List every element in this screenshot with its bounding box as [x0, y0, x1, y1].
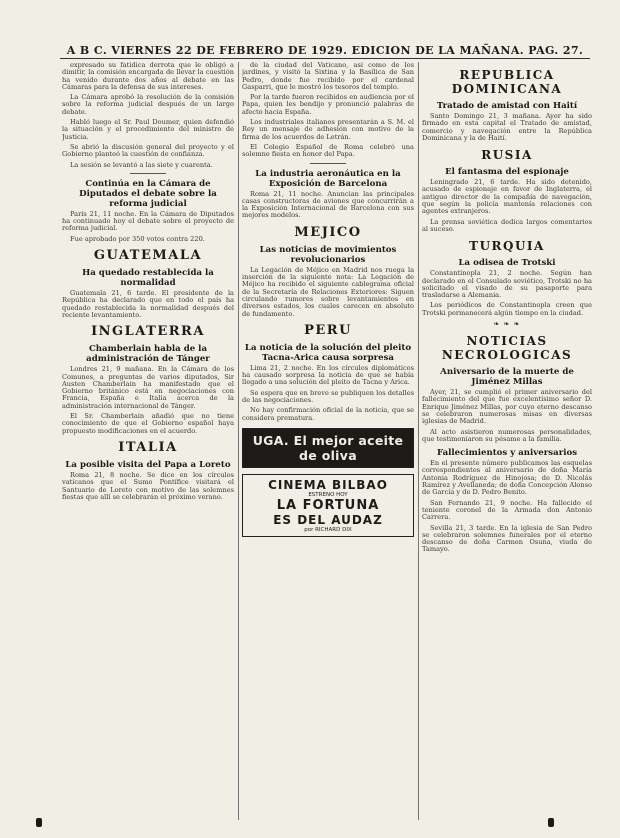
article-paragraph: Lima 21, 2 noche. En los círculos diplomáticos ha causado sorpresa la noticia de que se había llegado a una solución del pleito de Tacna y Arica.: [242, 363, 414, 387]
article-paragraph: Londres 21, 9 mañana. En la Cámara de los Comunes, a preguntas de varios diputados, Sir Austen Chamberlain ha manifestado que el Gobierno británico está en negociaciones con Francia, España e Italia acerca de la administración internacional de Tánger.: [62, 365, 234, 410]
column-rule-2: [418, 62, 419, 820]
headline-mejico: Las noticias de movimientos revolucionarios: [259, 244, 397, 265]
article-paragraph: El Sr. Chamberlain añadió que no tiene conocimiento de que el Gobierno español haya propuesto modificaciones en el acuerdo.: [62, 412, 234, 435]
advertisement-cinema: [242, 474, 414, 537]
article-paragraph: Leningrado 21, 6 tarde. Ha sido detenido, acusado de espionaje en favor de Inglaterra, el antiguo director de la compañía de navegación, que según la policía mantenía relaciones con agentes extranjeros.: [422, 178, 592, 216]
section-rusia: RUSIA: [481, 148, 533, 163]
headline-francia: Continúa en la Cámara de Diputados el debate sobre la reforma judicial: [79, 178, 217, 209]
headline-turquia: La odisea de Trotski: [458, 258, 556, 269]
cinema-name: CINEMA BILBAO: [268, 477, 388, 492]
article-paragraph: París 21, 11 noche. En la Cámara de Diputados ha continuado hoy el debate sobre el proyecto de reforma judicial.: [62, 209, 234, 233]
ornament-divider: ❧ ❧ ❧: [493, 320, 521, 329]
article-paragraph: Se espera que en breve se publiquen los detalles de las negociaciones.: [242, 388, 414, 405]
article-paragraph: La sesión se levantó a las siete y cuarenta.: [70, 160, 213, 169]
article-paragraph: El Colegio Español de Roma celebró una solemne fiesta en honor del Papa.: [242, 142, 414, 159]
section-peru: PERU: [304, 322, 352, 338]
article-paragraph: Roma 21, 11 noche. Anuncian las principales casas constructoras de aviones que concurrirán a la Exposición Internacional de Barcelona con sus mejores modelos.: [242, 189, 414, 220]
article-paragraph: Al acto asistieron numerosas personalidades, que testimoniaron su pésame a la familia.: [422, 427, 592, 443]
headline-necrologicas: Aniversario de la muerte de Jiménez Millas: [440, 367, 574, 388]
article-paragraph: La prensa soviética dedica largos comentarios al suceso.: [422, 217, 592, 233]
article-paragraph: Ayer, 21, se cumplió el primer aniversario del fallecimiento del que fue excelentísimo señor D. Enrique Jiménez Millas, por cuyo eterno descanso se celebraron numerosas misas en diversas iglesias de Madrid.: [422, 388, 592, 426]
headline-exposicion: La industria aeronáutica en la Exposición de Barcelona: [255, 168, 401, 189]
article-paragraph: Se abrió la discusión general del proyecto y el Gobierno planteó la cuestión de confianza.: [62, 142, 234, 159]
headline-italia: La posible visita del Papa a Loreto: [65, 459, 231, 470]
article-paragraph: Guatemala 21, 6 tarde. El presidente de la República ha declarado que en todo el país ha quedado restablecida la normalidad después del reciente levantamiento.: [62, 289, 234, 319]
article-paragraph: Constantinopla 21, 2 noche. Según han declarado en el Consulado soviético, Trotski no ha solicitado el visado de su pasaporte para trasladarse a Alemania.: [422, 269, 592, 300]
article-paragraph: No hay confirmación oficial de la noticia, que se considera prematura.: [242, 406, 414, 422]
section-inglaterra: INGLATERRA: [91, 324, 205, 340]
column-2: [242, 62, 414, 820]
section-mejico: MEJICO: [294, 224, 362, 240]
section-turquia: TURQUIA: [469, 239, 545, 254]
section-guatemala: GUATEMALA: [93, 248, 203, 264]
film-title-1: LA FORTUNA: [276, 497, 380, 513]
column-1: [62, 62, 234, 820]
film-actor: por RICHARD DIX: [304, 526, 352, 533]
binding-hole-mark: [548, 818, 554, 827]
separator: [130, 173, 166, 174]
masthead: A B C. VIERNES 22 DE FEBRERO DE 1929. EDICION DE LA MAÑANA. PAG. 27.: [66, 44, 584, 57]
article-paragraph: En el presente número publicamos las esquelas correspondientes al aniversario de doña María Antonia Rodríguez de Hinojosa; de D. Nicolás Ramírez y Avellaneda; de doña Concepción Alonso de García y de D. Pedro Benito.: [422, 459, 592, 497]
article-paragraph: expresado su fatídica derrota que le obligó a dimitir, la comisión encargada de llevar la cuestión ha venido durante dos años al debate en las Cámaras para la defensa de sus intereses.: [62, 62, 234, 91]
article-paragraph: Por la tarde fueron recibidos en audiencia por el Papa, quien les bendijo y pronunció palabras de afecto hacia España.: [242, 93, 414, 116]
section-necrologicas: NOTICIAS NECROLOGICAS: [441, 334, 573, 363]
headline-guatemala: Ha quedado restablecida la normalidad: [82, 268, 214, 289]
article-paragraph: Los industriales italianos presentarán a S. M. el Rey un mensaje de adhesión con motivo de la firma de los acuerdos de Letrán.: [242, 118, 414, 141]
headline-inglaterra: Chamberlain habla de la administración de Tánger: [86, 344, 210, 365]
column-rule-1: [238, 62, 239, 820]
article-paragraph: Fue aprobado por 350 votos contra 220.: [70, 234, 205, 243]
article-paragraph: San Fernando 21, 9 noche. Ha fallecido el teniente coronel de la Armada don Antonio Carrera.: [422, 498, 592, 522]
article-paragraph: Santo Domingo 21, 3 mañana. Ayer ha sido firmado en esta capital el Tratado de amistad, comercio y navegación entre la República Dominicana y la de Haití.: [422, 112, 592, 142]
article-paragraph: de la ciudad del Vaticano, así como de los jardines, y visitó la Sixtina y la Basílica de San Pedro, donde fue recibido por el cardenal Gasparri, que le mostró los tesoros del templo.: [242, 62, 414, 91]
film-title-2: ES DEL AUDAZ: [273, 512, 383, 527]
article-paragraph: Los periódicos de Constantinopla creen que Trotski permanecerá algún tiempo en la ciudad.: [422, 301, 592, 317]
section-italia: ITALIA: [118, 439, 178, 455]
article-paragraph: Roma 21, 8 noche. Se dice en los círculos vaticanos que el Sumo Pontífice visitará el Santuario de Loreto con motivo de las solemnes fiestas que allí se celebrarán el próximo verano.: [62, 470, 234, 501]
article-paragraph: Sevilla 21, 3 tarde. En la iglesia de San Pedro se celebraron solemnes funerales por el eterno descanso de doña Carmen Osuna, viuda de Tamayo.: [422, 523, 592, 554]
advertisement-oil: UGA. El mejor aceite de oliva: [242, 428, 414, 468]
masthead-rule: [60, 58, 590, 59]
headline-dominicana: Tratado de amistad con Haití: [436, 101, 578, 111]
separator: [310, 163, 346, 164]
headline-rusia: El fantasma del espionaje: [445, 167, 569, 178]
binding-hole-mark: [36, 818, 42, 827]
headline-peru: La noticia de la solución del pleito Tacna-Arica causa sorpresa: [244, 342, 412, 363]
article-paragraph: Habló luego el Sr. Paul Doumer, quien defendió la situación y el procedimiento del ministro de Justicia.: [62, 118, 234, 141]
article-paragraph: La Cámara aprobó la resolución de la comisión sobre la reforma judicial después de un largo debate.: [62, 93, 234, 116]
section-dominicana: REPUBLICA DOMINICANA: [451, 68, 563, 96]
column-3: [422, 62, 592, 820]
headline-fallecimientos: Fallecimientos y aniversarios: [436, 448, 578, 459]
article-paragraph: La Legación de Méjico en Madrid nos ruega la inserción de la siguiente nota: La Legación de Méjico ha recibido el siguiente cablegrama oficial de la Secretaría de Relaciones Exteriores: Siguen circulando rumores sobre levantamientos en diversos estados, los cuales carecen en absoluto de fundamento.: [242, 265, 414, 318]
cinema-premiere: ESTRENO HOY: [308, 491, 348, 498]
